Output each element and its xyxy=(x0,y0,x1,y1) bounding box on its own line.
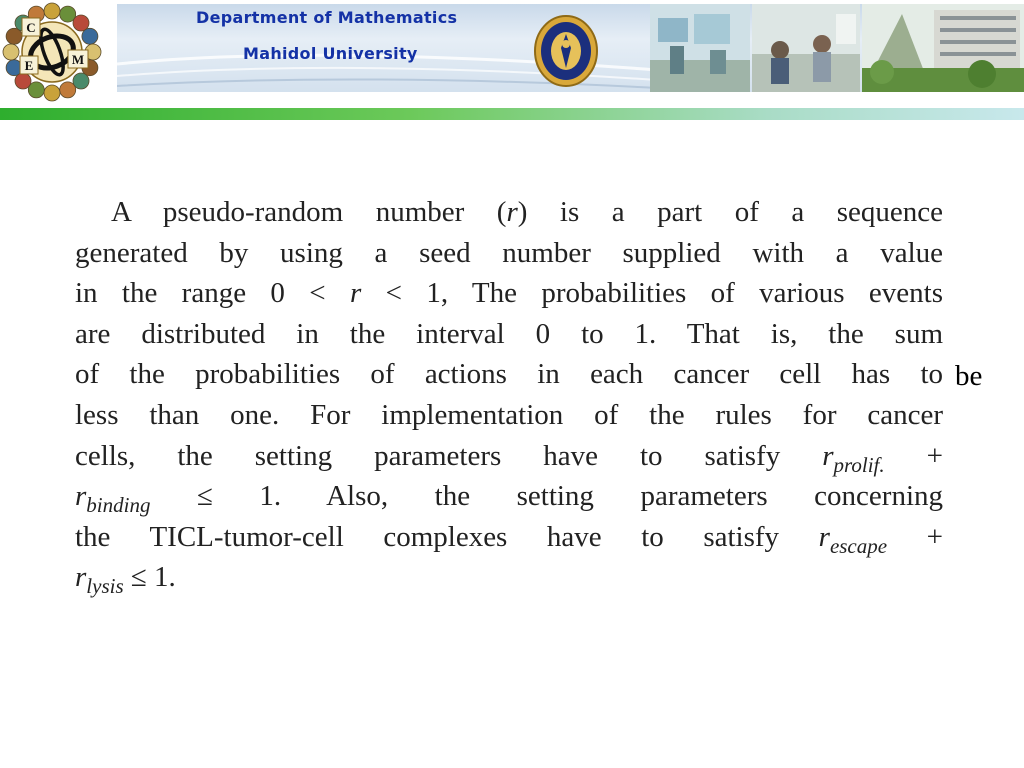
math-variable: r xyxy=(75,561,87,594)
building-photo xyxy=(862,4,1024,92)
logo-letter-e: E xyxy=(24,58,34,73)
text-run: + xyxy=(887,520,944,553)
header-divider xyxy=(0,108,1024,120)
university-name: Mahidol University xyxy=(243,44,418,63)
logo-letter-m: M xyxy=(71,52,85,67)
text-run: ≤ 1. Also, the setting parameters concerning xyxy=(150,480,943,513)
paragraph-line xyxy=(75,438,943,483)
text-run: ) is a part of a sequence xyxy=(517,196,943,228)
text-run: generated by using a seed number supplied with a value xyxy=(75,236,943,269)
campus-photos xyxy=(650,4,1024,92)
text-run: less than one. For implementation of the rules for cancer xyxy=(75,399,943,431)
math-variable: r xyxy=(506,196,518,228)
paragraph-line xyxy=(75,316,943,352)
text-run: cells, the setting parameters have to satisfy xyxy=(75,439,823,472)
stray-word: be xyxy=(955,360,983,392)
math-variable: r xyxy=(822,439,834,472)
paragraph-line xyxy=(75,275,943,311)
text-run: of the probabilities of actions in each cancer cell has to xyxy=(75,358,943,391)
paragraph-line xyxy=(75,397,943,433)
logo-medallion xyxy=(82,28,98,44)
math-subscript: lysis xyxy=(86,574,124,599)
logo-medallion xyxy=(44,3,60,19)
text-run: < 1, The probabilities of various events xyxy=(361,277,943,310)
paragraph-line xyxy=(75,235,943,271)
university-seal-icon xyxy=(533,14,599,88)
math-variable: r xyxy=(350,277,362,310)
logo-medallion xyxy=(3,44,19,60)
paragraph-line xyxy=(75,194,943,230)
text-run: in the range 0 < xyxy=(75,277,350,310)
header xyxy=(0,0,1024,108)
math-variable: r xyxy=(818,520,830,553)
logo-medallion xyxy=(44,85,60,101)
math-variable: r xyxy=(75,480,87,513)
cem-logo xyxy=(0,0,104,104)
paragraph-line xyxy=(75,559,943,604)
header-banner xyxy=(117,4,1024,92)
paragraph-line xyxy=(75,356,943,392)
paragraph-line xyxy=(75,519,943,564)
logo-medallion xyxy=(60,82,76,98)
text-run: the TICL-tumor-cell complexes have to satisfy xyxy=(75,520,819,553)
math-subscript: binding xyxy=(86,493,151,518)
math-subscript: escape xyxy=(829,533,888,558)
lab-photo xyxy=(650,4,750,92)
math-subscript: prolif. xyxy=(833,452,885,477)
text-run: ≤ 1. xyxy=(123,561,176,594)
paragraph-line xyxy=(75,478,943,523)
classroom-photo xyxy=(752,4,860,92)
logo-letter-c: C xyxy=(26,20,36,35)
text-run: A pseudo-random number ( xyxy=(111,196,507,228)
text-run: are distributed in the interval 0 to 1. That is, the sum xyxy=(75,317,943,350)
department-name: Department of Mathematics xyxy=(196,8,458,27)
text-run: + xyxy=(884,439,943,472)
